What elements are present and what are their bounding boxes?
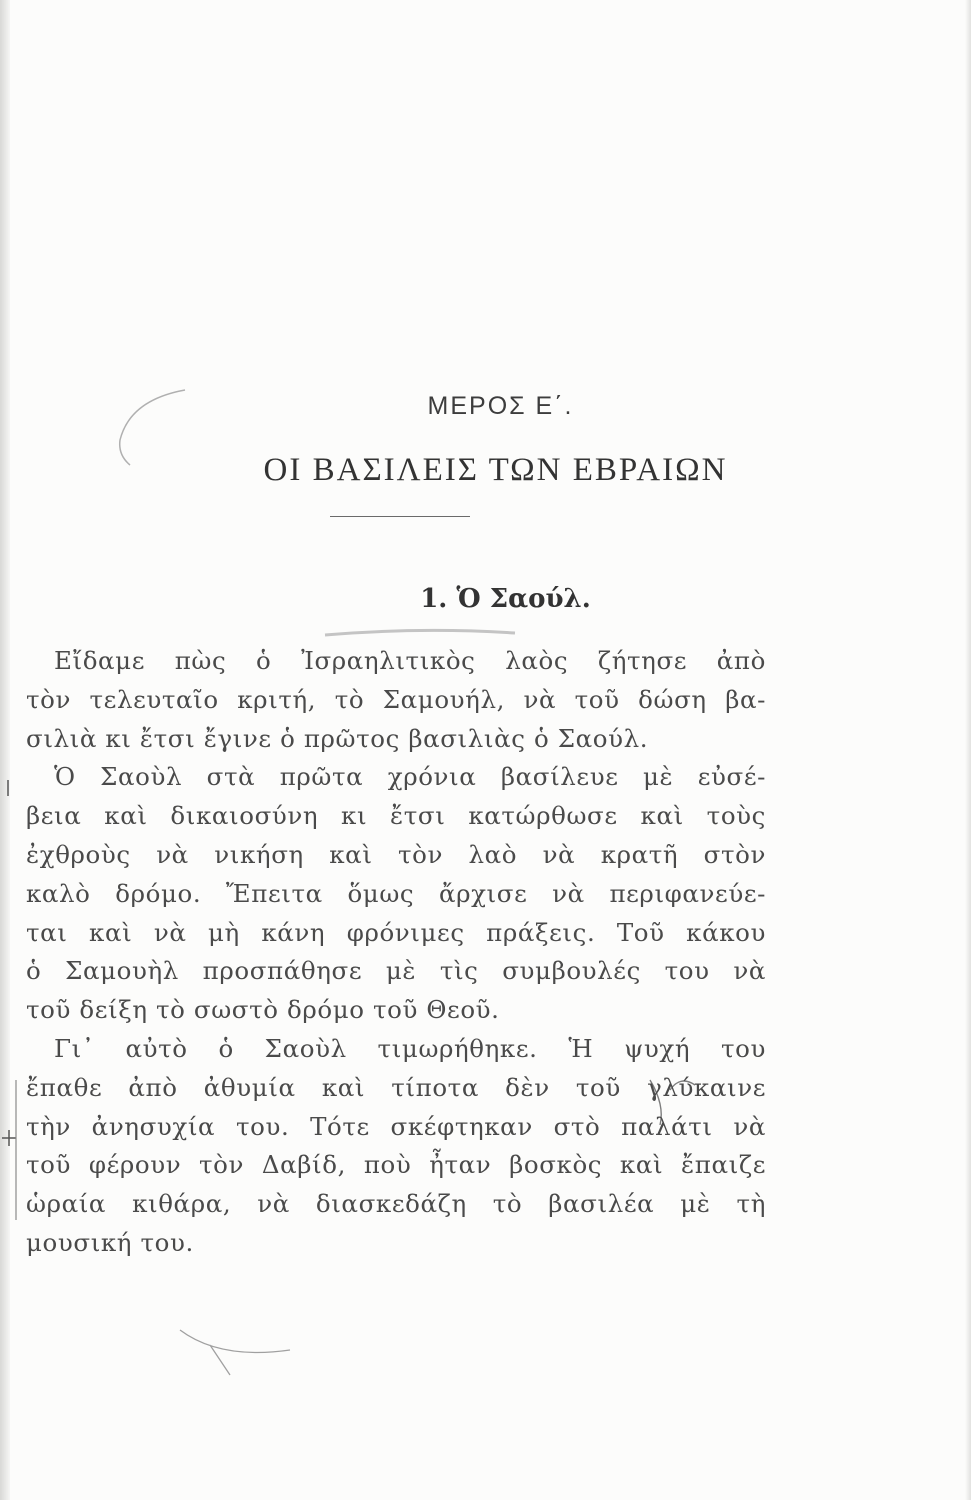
text-line: βεια καὶ δικαιοσύνη κι ἔτσι κατώρθωσε καὶ τοὺς — [26, 801, 766, 831]
text-line: τὸν τελευταῖο κριτή, τὸ Σαμουήλ, νὰ τοῦ δώση βα- — [26, 684, 766, 714]
text-line: μουσική του. — [26, 1227, 194, 1257]
text-line: ἔπαθε ἀπὸ ἀθυμία καὶ τίποτα δὲν τοῦ γλύκαινε — [26, 1072, 766, 1102]
pencil-heading-smudge — [320, 625, 520, 641]
text-line: τὴν ἀνησυχία του. Τότε σκέφτηκαν στὸ παλάτι νὰ — [26, 1111, 766, 1141]
text-line: ται καὶ νὰ μὴ κάνη φρόνιμες πράξεις. Τοῦ κάκου — [26, 917, 766, 947]
pencil-margin-line — [10, 1080, 22, 1220]
text-line: καλὸ δρόμο. Ἔπειτα ὅμως ἄρχισε νὰ περιφανεύε- — [26, 878, 766, 908]
page-edge-shadow — [965, 0, 971, 1500]
section-heading: 1. Ὁ Σαούλ. — [420, 584, 591, 614]
text-line: τοῦ φέρουν τὸν Δαβίδ, ποὺ ἦταν βοσκὸς καὶ ἔπαιζε — [26, 1150, 766, 1180]
pencil-bottom-stroke — [170, 1320, 310, 1380]
text-line: Γι᾽ αὐτὸ ὁ Σαοὺλ τιμωρήθηκε. Ἡ ψυχή του — [54, 1033, 766, 1063]
chapter-title: ΟΙ ΒΑΣΙΛΕΙΣ ΤΩΝ ΕΒΡΑΙΩΝ — [263, 452, 728, 488]
text-line: Εἴδαμε πὼς ὁ Ἰσραηλιτικὸς λαὸς ζήτησε ἀπὸ — [54, 646, 766, 675]
text-line: τοῦ δείξη τὸ σωστὸ δρόμο τοῦ Θεοῦ. — [26, 995, 500, 1025]
part-heading: ΜΕΡΟΣ Ε΄. — [427, 392, 574, 420]
title-divider — [330, 516, 470, 517]
body-text — [26, 642, 766, 1263]
text-line: Ὁ Σαοὺλ στὰ πρῶτα χρόνια βασίλευε μὲ εὐσέ- — [54, 762, 766, 792]
text-line: ἐχθροὺς νὰ νικήση καὶ τὸν λαὸ νὰ κρατῆ στὸν — [26, 839, 766, 869]
text-line: σιλιὰ κι ἔτσι ἔγινε ὁ πρῶτος βασιλιὰς ὁ Σαούλ. — [26, 723, 649, 753]
text-line: ὁ Σαμουὴλ προσπάθησε μὲ τὶς συμβουλές του νὰ — [26, 956, 766, 986]
text-line: ὡραία κιθάρα, νὰ διασκεδάζη τὸ βασιλέα μὲ τὴ — [26, 1189, 766, 1219]
page-spine-shadow — [0, 0, 10, 1500]
